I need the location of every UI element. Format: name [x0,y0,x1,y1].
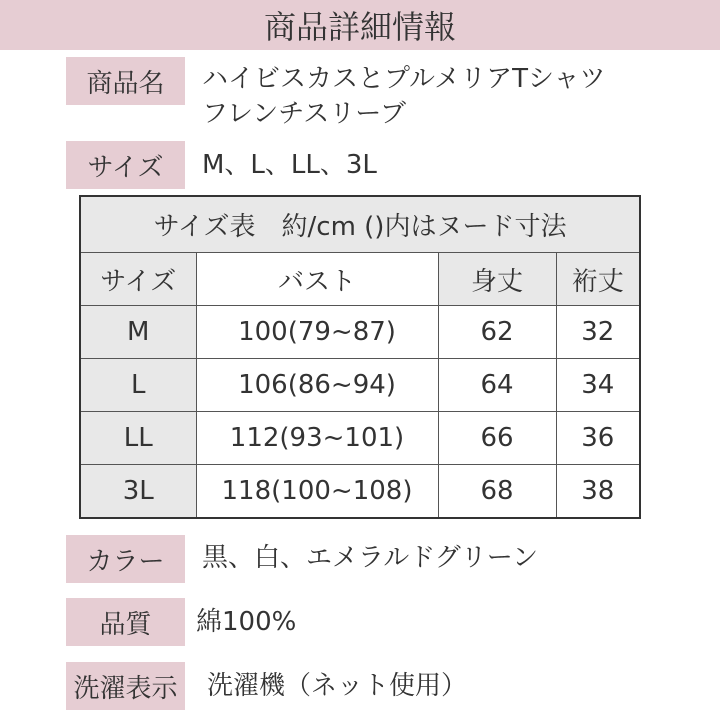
care-value: 洗濯機（ネット使用） [207,671,468,701]
length-cell: 66 [438,412,556,465]
bust-cell: 106(86~94) [196,359,438,412]
size-table [79,195,641,519]
table-row [80,465,640,519]
header-sleeve: 裄丈 [556,253,640,306]
size-cell: 3L [80,465,196,519]
bust-cell: 118(100~108) [196,465,438,519]
product-name-label: 商品名 [66,57,185,105]
table-row [80,306,640,359]
size-cell: LL [80,412,196,465]
length-cell: 62 [438,306,556,359]
bust-cell: 112(93~101) [196,412,438,465]
size-label: サイズ [66,141,185,189]
page-title: 商品詳細情報 [0,0,720,50]
bust-cell: 100(79~87) [196,306,438,359]
size-cell: M [80,306,196,359]
color-label: カラー [66,535,185,583]
product-name-line-2: フレンチスリーブ [202,99,406,129]
color-value: 黒、白、エメラルドグリーン [202,543,539,573]
product-name-value [202,62,606,132]
product-name-line-1: ハイビスカスとプルメリアTシャツ [202,64,606,94]
header-size: サイズ [80,253,196,306]
sleeve-cell: 36 [556,412,640,465]
sleeve-cell: 34 [556,359,640,412]
table-row [80,412,640,465]
table-row [80,359,640,412]
sleeve-cell: 32 [556,306,640,359]
length-cell: 68 [438,465,556,519]
material-value: 綿100% [196,607,297,637]
size-value: M、L、LL、3L [202,150,377,180]
header-length: 身丈 [438,253,556,306]
length-cell: 64 [438,359,556,412]
sleeve-cell: 38 [556,465,640,519]
size-table-caption: サイズ表 約/cm ()内はヌード寸法 [80,196,640,253]
size-cell: L [80,359,196,412]
header-bust: バスト [196,253,438,306]
care-label: 洗濯表示 [66,662,185,710]
material-label: 品質 [66,598,185,646]
